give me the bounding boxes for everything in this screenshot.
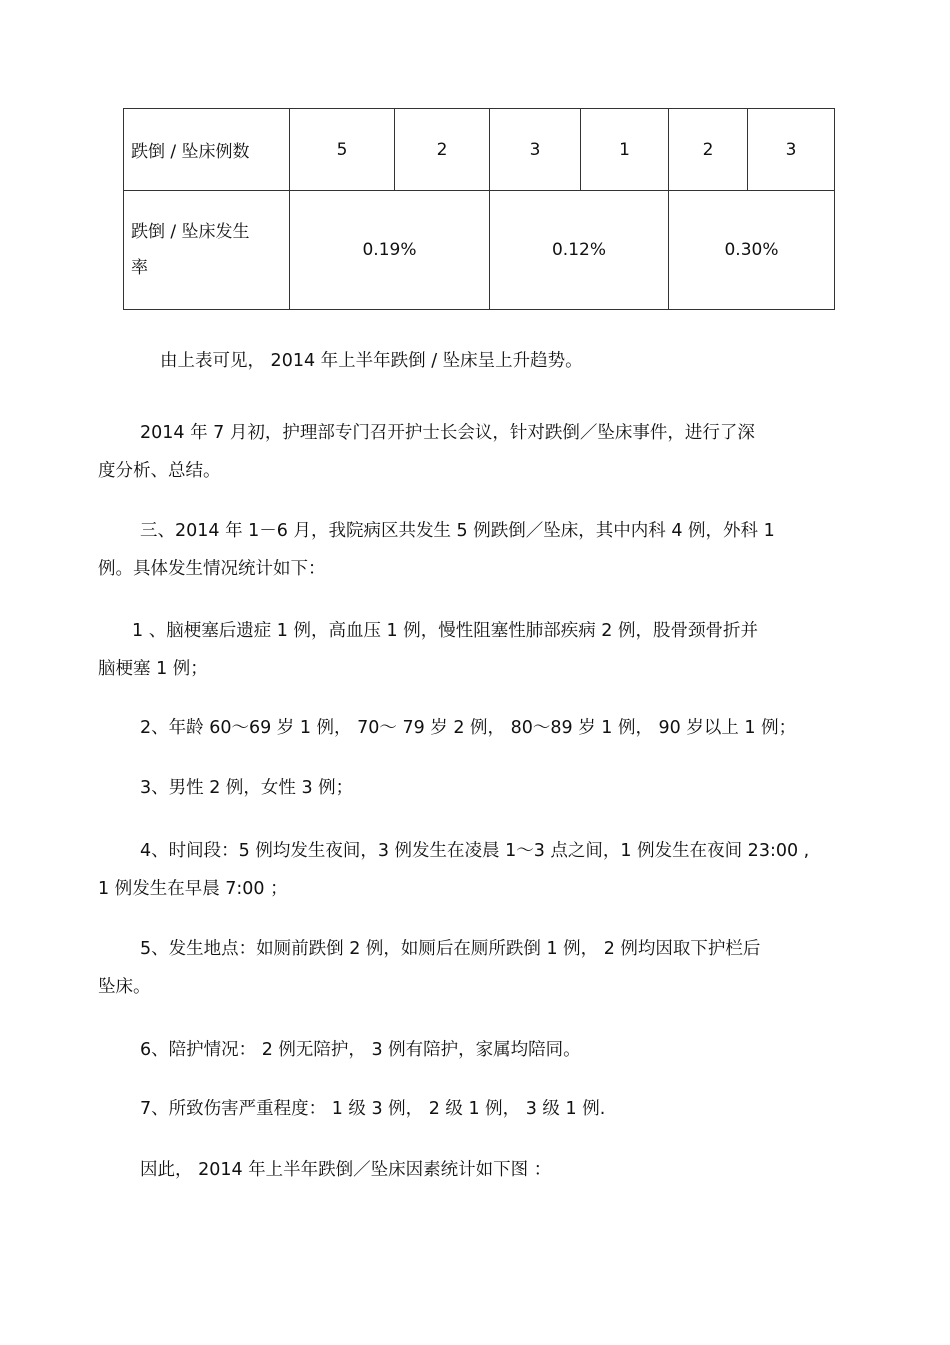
text-line: 4、时间段：5 例均发生夜间，3 例发生在凌晨 1～3 点之间，1 例发生在夜间 23:00 ,	[140, 841, 810, 861]
table-cell: 0.30%	[669, 191, 835, 310]
text-line: 2、年龄 60～69 岁 1 例， 70～ 79 岁 2 例， 80～89 岁 1 例， 90 岁以上 1 例；	[140, 718, 797, 738]
text-line: 7、所致伤害严重程度： 1 级 3 例， 2 级 1 例， 3 级 1 例.	[140, 1099, 606, 1119]
text-line: 2014 年 7 月初，护理部专门召开护士长会议，针对跌倒／坠床事件，进行了深	[140, 423, 755, 443]
text-line: 由上表可见， 2014 年上半年跌倒 / 坠床呈上升趋势。	[160, 351, 583, 371]
text-line: 3、男性 2 例，女性 3 例；	[140, 778, 354, 798]
list-item-escort	[98, 1031, 858, 1069]
list-item-age	[98, 709, 858, 747]
list-item-gender	[98, 769, 858, 807]
row-label-fall-count: 跌倒 / 坠床例数	[124, 109, 290, 191]
paragraph-conclusion	[98, 1151, 858, 1189]
table-cell: 0.12%	[490, 191, 669, 310]
text-line: 6、陪护情况： 2 例无陪护， 3 例有陪护，家属均陪同。	[140, 1040, 581, 1060]
table-row-fall-count	[124, 109, 835, 191]
text-line: 三、2014 年 1－6 月，我院病区共发生 5 例跌倒／坠床，其中内科 4 例，外科 1	[140, 521, 775, 541]
table-row-fall-rate	[124, 191, 835, 310]
paragraph-meeting	[98, 414, 858, 490]
text-line: 度分析、总结。	[98, 461, 221, 481]
row-label-line: 跌倒 / 坠床发生	[131, 222, 250, 242]
table-cell: 1	[581, 109, 669, 191]
table-cell: 0.19%	[290, 191, 490, 310]
text-line: 脑梗塞 1 例；	[98, 659, 208, 679]
text-line: 1 例发生在早晨 7:00 ；	[98, 879, 288, 899]
list-item-location	[98, 930, 858, 1006]
text-line: 1 、脑梗塞后遗症 1 例，高血压 1 例，慢性阻塞性肺部疾病 2 例，股骨颈骨折并	[132, 621, 758, 641]
table-cell: 3	[748, 109, 835, 191]
table-cell: 2	[395, 109, 490, 191]
row-label-fall-rate	[124, 191, 290, 310]
list-item-time-period	[98, 832, 858, 908]
table-cell: 3	[490, 109, 581, 191]
text-line: 5、发生地点：如厕前跌倒 2 例，如厕后在厕所跌倒 1 例， 2 例均因取下护栏后	[140, 939, 761, 959]
fall-statistics-table	[123, 108, 835, 310]
list-item-diagnosis	[98, 612, 858, 688]
paragraph-trend	[160, 342, 920, 380]
row-label-line: 率	[131, 258, 148, 278]
list-item-injury-severity	[98, 1090, 858, 1128]
text-line: 例。具体发生情况统计如下：	[98, 559, 326, 579]
text-line: 因此， 2014 年上半年跌倒／坠床因素统计如下图 ：	[140, 1160, 552, 1180]
table-cell: 2	[669, 109, 748, 191]
text-line: 坠床。	[98, 977, 151, 997]
paragraph-section-three	[98, 512, 858, 588]
table-cell: 5	[290, 109, 395, 191]
